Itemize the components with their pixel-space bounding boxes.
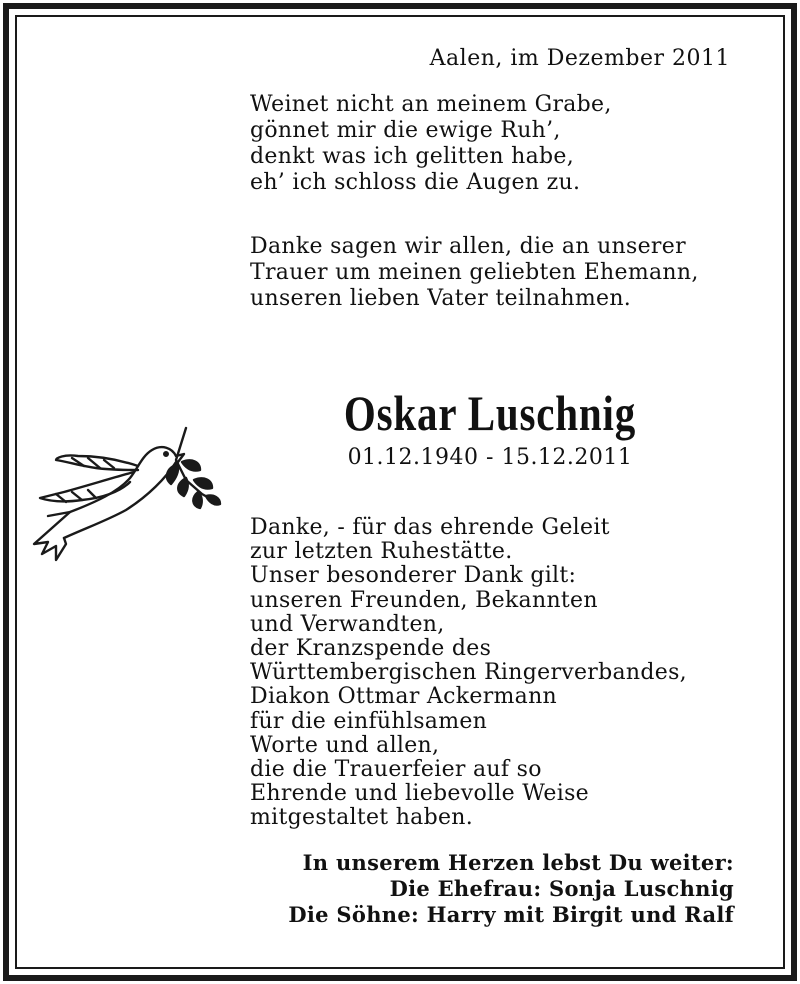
thanks-details-line: Diakon Ottmar Ackermann (250, 684, 558, 710)
deceased-name: Oskar Luschnig (343, 385, 637, 441)
poem-line: Weinet nicht an meinem Grabe, (250, 92, 612, 117)
thanks-details-line: zur letzten Ruhestätte. (250, 539, 513, 565)
thanks-details-line: Unser besonderer Dank gilt: (250, 563, 577, 589)
poem (250, 92, 612, 196)
life-dates: 01.12.1940 - 15.12.2011 (347, 445, 633, 470)
thanks-details (250, 516, 687, 831)
family-signoff (288, 850, 734, 928)
thanks-details-line: unseren Freunden, Bekannten (250, 587, 598, 613)
thanks-details-line: mitgestaltet haben. (250, 805, 474, 831)
poem-line: eh’ ich schloss die Augen zu. (250, 170, 581, 195)
thanks-details-line: Danke, - für das ehrende Geleit (250, 515, 610, 540)
thanks-details-line: Ehrende und liebevolle Weise (250, 781, 589, 807)
signoff-line: Die Söhne: Harry mit Birgit und Ralf (288, 902, 734, 927)
dove-with-olive-branch-icon (26, 420, 226, 570)
place-date: Aalen, im Dezember 2011 (429, 46, 730, 71)
thanks-intro (250, 234, 699, 312)
thanks-details-line: für die einfühlsamen (250, 708, 488, 734)
thanks-details-line: die die Trauerfeier auf so (250, 757, 542, 783)
thanks-details-line: der Kranzspende des (250, 636, 492, 662)
poem-line: gönnet mir die ewige Ruh’, (250, 118, 561, 143)
thanks-details-line: Worte und allen, (250, 732, 440, 758)
thanks-details-line: Württembergischen Ringerverbandes, (250, 660, 687, 686)
poem-line: denkt was ich gelitten habe, (250, 144, 575, 169)
thanks-intro-line: Trauer um meinen geliebten Ehemann, (250, 260, 699, 285)
signoff-line: In unserem Herzen lebst Du weiter: (302, 850, 734, 875)
thanks-details-line: und Verwandten, (250, 611, 445, 637)
signoff-line: Die Ehefrau: Sonja Luschnig (389, 876, 734, 901)
thanks-intro-line: Danke sagen wir allen, die an unserer (250, 234, 686, 259)
thanks-intro-line: unseren lieben Vater teilnahmen. (250, 286, 632, 311)
